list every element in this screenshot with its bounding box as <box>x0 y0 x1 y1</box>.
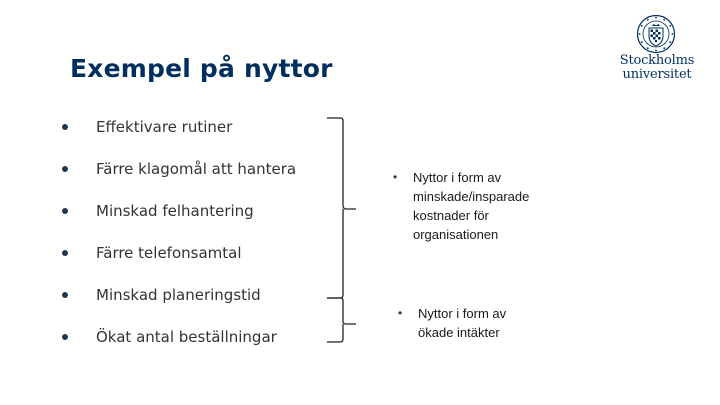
benefit-label: Effektivare rutiner <box>96 118 233 136</box>
bullet-icon: • <box>398 306 403 320</box>
outcome-line: kostnader för <box>413 208 489 223</box>
outcome-text <box>418 304 506 342</box>
benefit-label: Ökat antal beställningar <box>96 328 277 346</box>
university-name-line2: universitet <box>622 67 692 82</box>
outcome-line: ökade intäkter <box>418 325 500 340</box>
outcome-line: Nyttor i form av <box>418 306 507 321</box>
benefit-label: Färre klagomål att hantera <box>96 160 297 178</box>
benefit-label: Färre telefonsamtal <box>96 244 242 262</box>
outcome-line: minskade/insparade <box>413 189 530 204</box>
benefit-label: Minskad planeringstid <box>96 286 261 304</box>
outcome-text <box>413 168 529 244</box>
bullet-icon: • <box>393 170 398 184</box>
curly-bracket-lower <box>327 298 356 342</box>
slide-title: Exempel på nyttor <box>70 54 333 83</box>
outcome-line: Nyttor i form av <box>413 170 502 185</box>
university-name-line1: Stockholms <box>619 53 695 68</box>
outcome-line: organisationen <box>413 227 499 242</box>
curly-bracket-upper <box>327 118 356 298</box>
benefit-label: Minskad felhantering <box>96 202 254 220</box>
